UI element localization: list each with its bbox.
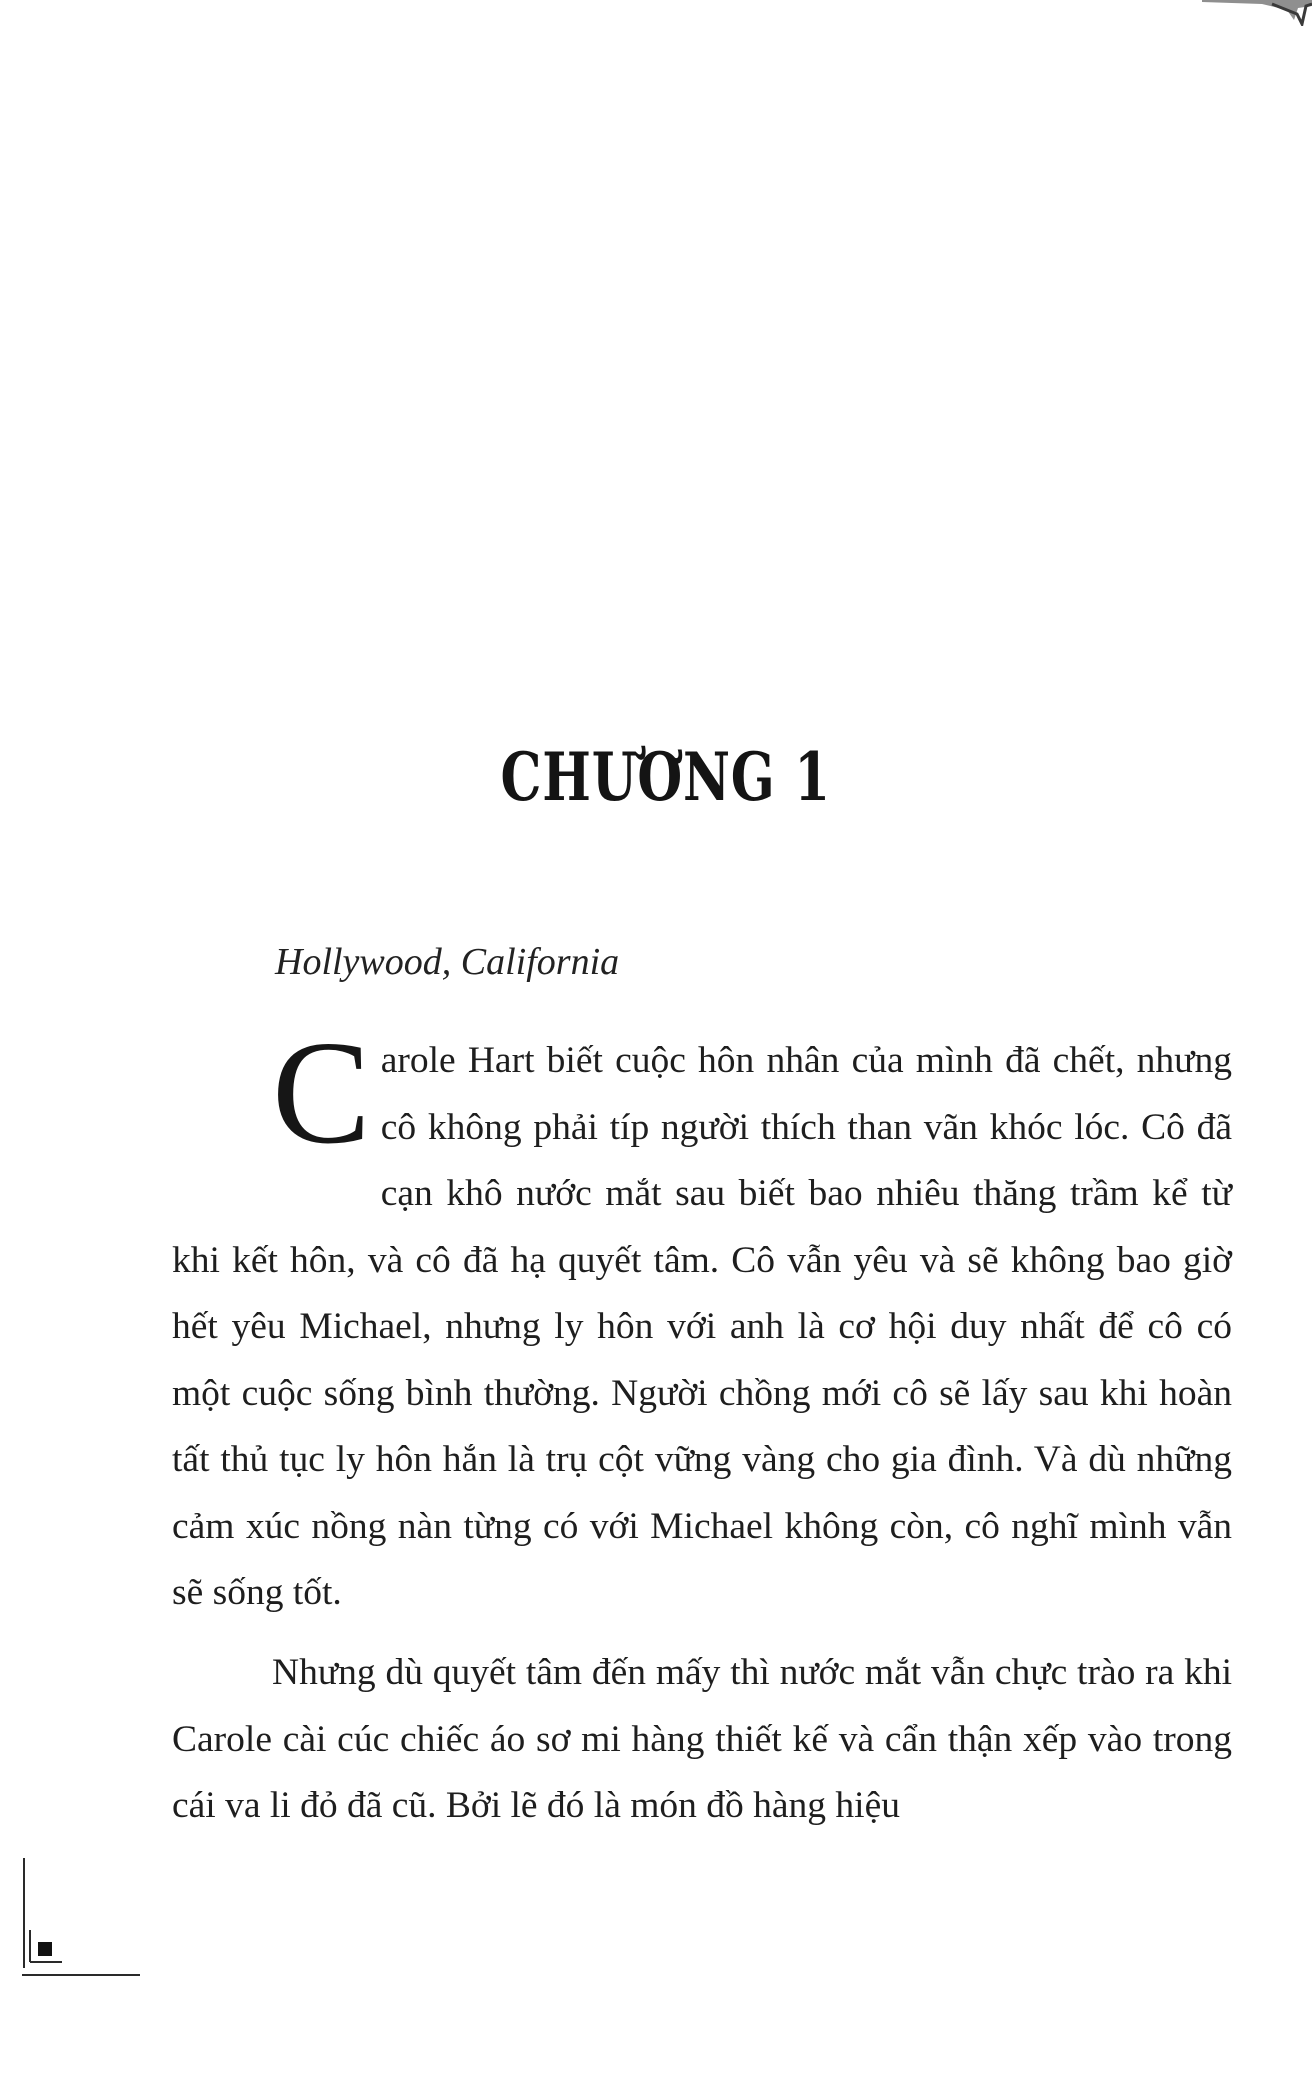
page-edge-artifact: [1202, 0, 1312, 26]
chapter-title: CHƯƠNG 1: [500, 738, 831, 816]
paragraph-2: Nhưng dù quyết tâm đến mấy thì nước mắt vẫn chực trào ra khi Carole cài cúc chiếc áo sơ mi hàng thiết kế và cẩn thận xếp vào trong cái va li đỏ đã cũ. Bởi lẽ đó là món đồ hàng hiệu: [172, 1652, 1232, 1826]
place-heading: Hollywood, California: [275, 941, 620, 983]
paragraph-1-text: arole Hart biết cuộc hôn nhân của mình đã chết, nhưng cô không phải típ người thích than vãn khóc lóc. Cô đã cạn khô nước mắt sau biết bao nhiêu thăng trầm kể từ khi kết hôn, và cô đã hạ quyết tâm. Cô vẫn yêu và sẽ không bao giờ hết yêu Michael, nhưng ly hôn với anh là cơ hội duy nhất để cô có một cuộc sống bình thường. Người chồng mới cô sẽ lấy sau khi hoàn tất thủ tục ly hôn hắn là trụ cột vững vàng cho gia đình. Và dù những cảm xúc nồng nàn từng có với Michael không còn, cô nghĩ mình vẫn sẽ sống tốt.: [172, 1040, 1232, 1613]
paragraph-1: [172, 1011, 1232, 1627]
page-corner-mark: [22, 1858, 140, 1978]
drop-cap: C: [272, 1011, 371, 1175]
